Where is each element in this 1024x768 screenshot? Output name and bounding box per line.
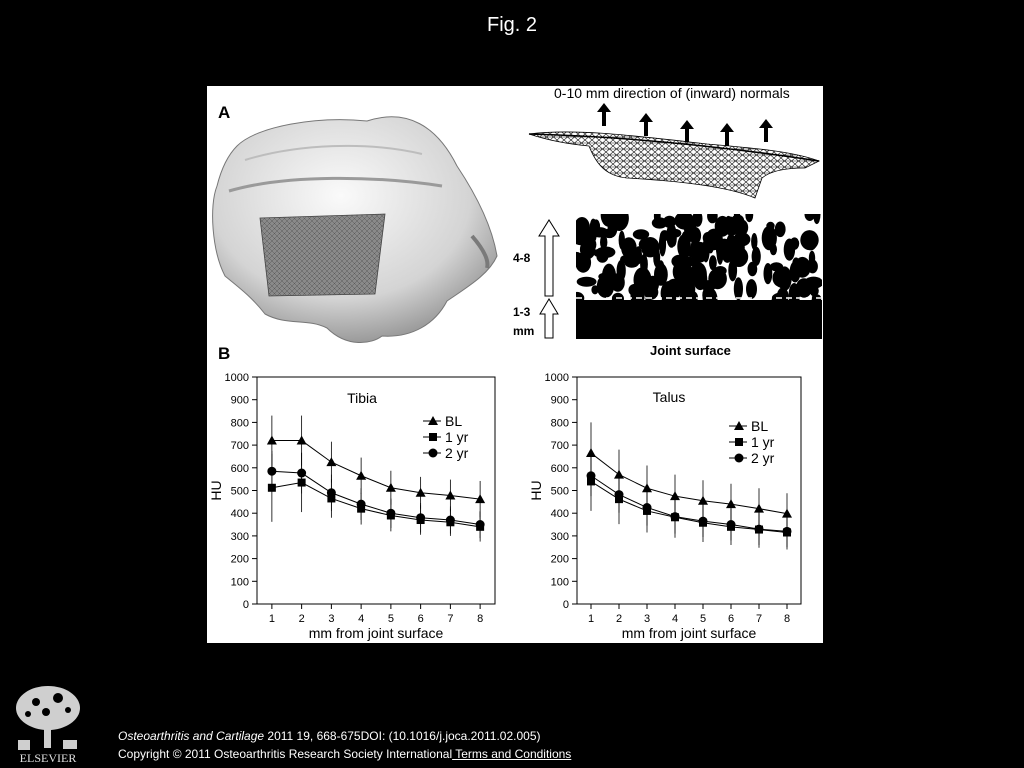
- y-tick-label: 0: [242, 599, 249, 611]
- x-tick-label: 5: [387, 613, 394, 625]
- data-point: [327, 488, 336, 497]
- legend-entry: [729, 450, 775, 466]
- data-point: [326, 457, 336, 466]
- y-tick-label: 300: [550, 530, 569, 543]
- citation-details: 2011 19, 668-675DOI: (10.1016/j.joca.2011.02.005): [264, 729, 541, 743]
- figure-title: Fig. 2: [486, 14, 538, 36]
- data-point: [587, 471, 596, 480]
- data-point: [386, 483, 396, 492]
- legend-label: 1 yr: [445, 429, 469, 445]
- y-tick-label: 700: [550, 440, 569, 453]
- y-tick-label: 200: [230, 553, 249, 566]
- data-point: [357, 500, 366, 509]
- y-tick-label: 200: [550, 553, 569, 566]
- panel-a-letter: A: [218, 103, 231, 122]
- data-point: [643, 503, 652, 512]
- normals-caption: 0-10 mm direction of (inward) normals: [554, 86, 790, 101]
- citation-line: [118, 729, 541, 743]
- y-tick-label: 300: [230, 530, 249, 543]
- x-tick-label: 4: [358, 613, 365, 625]
- legend-marker: [429, 449, 438, 458]
- y-tick-label: 100: [550, 576, 569, 589]
- logo-wordmark: ELSEVIER: [19, 751, 77, 765]
- y-tick-label: 900: [230, 394, 249, 407]
- y-tick-label: 400: [230, 508, 249, 521]
- tibia-chart: [208, 372, 495, 641]
- chart-title: Tibia: [347, 390, 377, 406]
- wireframe-surface: [529, 132, 819, 198]
- y-tick-label: 700: [230, 440, 249, 453]
- legend-marker: [429, 433, 437, 441]
- x-tick-label: 5: [699, 613, 707, 625]
- journal-name: Osteoarthritis and Cartilage: [118, 729, 265, 743]
- talus-bone-render: [213, 117, 497, 343]
- y-tick-label: 900: [550, 394, 569, 407]
- mesh-region: [260, 214, 385, 296]
- chart-title: Talus: [652, 389, 686, 405]
- data-point: [267, 467, 276, 476]
- terms-and-conditions-link[interactable]: Terms and Conditions: [452, 747, 572, 761]
- y-tick-label: 400: [550, 508, 569, 521]
- talus-chart: [528, 372, 801, 641]
- legend-label: 2 yr: [751, 450, 775, 466]
- data-point: [699, 517, 708, 526]
- legend-entry: [423, 413, 462, 429]
- data-point: [755, 525, 764, 534]
- copyright-text: Copyright © 2011 Osteoarthritis Research Society International: [118, 747, 453, 761]
- data-point: [727, 520, 736, 529]
- depth-mm-label: mm: [513, 324, 535, 338]
- legend-marker: [735, 454, 744, 463]
- x-axis-label: mm from joint surface: [308, 625, 444, 641]
- x-tick-label: 1: [268, 613, 275, 625]
- x-tick-label: 3: [643, 613, 651, 625]
- x-tick-label: 1: [587, 613, 595, 625]
- legend-entry: [729, 418, 768, 434]
- data-point: [671, 512, 680, 521]
- series-1-yr: [587, 452, 791, 550]
- data-point: [416, 513, 425, 522]
- legend-entry: [423, 429, 469, 445]
- panel-b-letter: B: [218, 344, 231, 363]
- y-tick-label: 500: [230, 485, 249, 498]
- data-point: [783, 527, 792, 536]
- x-tick-label: 6: [417, 613, 424, 625]
- data-point: [446, 516, 455, 525]
- plot-frame: [257, 377, 495, 604]
- copyright-line: [118, 747, 571, 761]
- x-tick-label: 2: [298, 613, 305, 625]
- ct-slice: [570, 201, 824, 339]
- x-tick-label: 3: [328, 613, 335, 625]
- y-tick-label: 800: [230, 417, 249, 430]
- y-tick-label: 0: [562, 599, 569, 611]
- x-tick-label: 7: [755, 613, 763, 625]
- legend-entry: [729, 434, 775, 450]
- x-tick-label: 4: [671, 613, 679, 625]
- figure-svg: [207, 86, 823, 643]
- elsevier-logo: [8, 680, 88, 766]
- y-tick-label: 1000: [224, 372, 249, 384]
- joint-surface-label: Joint surface: [650, 343, 731, 358]
- y-tick-label: 800: [550, 417, 569, 430]
- legend-entry: [423, 445, 469, 461]
- depth-arrows: [539, 220, 559, 338]
- data-point: [386, 509, 395, 518]
- y-axis-label: HU: [528, 480, 544, 501]
- y-tick-label: 600: [550, 462, 569, 475]
- y-tick-label: 500: [550, 485, 569, 498]
- legend-label: BL: [445, 413, 463, 429]
- data-point: [356, 471, 366, 480]
- depth-4-8-label: 4-8: [513, 251, 531, 265]
- y-tick-label: 1000: [544, 372, 569, 384]
- x-tick-label: 8: [477, 613, 484, 625]
- legend-marker: [735, 438, 743, 446]
- x-tick-label: 6: [727, 613, 735, 625]
- data-point: [615, 490, 624, 499]
- figure-panel: [207, 86, 823, 643]
- legend-label: BL: [751, 418, 769, 434]
- x-tick-label: 8: [783, 613, 791, 625]
- depth-1-3-label: 1-3: [513, 305, 531, 319]
- y-tick-label: 100: [230, 576, 249, 589]
- y-axis-label: HU: [208, 480, 224, 501]
- legend-label: 2 yr: [445, 445, 469, 461]
- x-axis-label: mm from joint surface: [621, 625, 757, 641]
- x-tick-label: 7: [447, 613, 454, 625]
- data-point: [476, 520, 485, 529]
- plot-frame: [577, 377, 801, 604]
- legend-label: 1 yr: [751, 434, 775, 450]
- y-tick-label: 600: [230, 462, 249, 475]
- data-point: [297, 469, 306, 478]
- series-line: [591, 476, 787, 532]
- x-tick-label: 2: [615, 613, 623, 625]
